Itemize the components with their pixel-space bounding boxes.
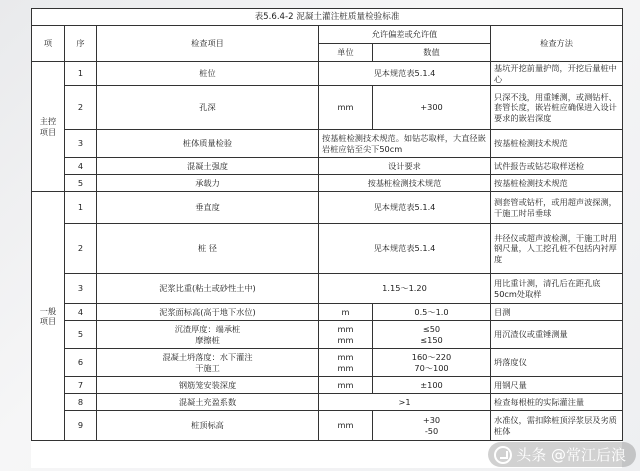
row-seq: 4	[65, 304, 97, 321]
row-unit: mm	[319, 86, 373, 130]
row-item: 桩顶标高	[97, 411, 319, 441]
row-seq: 5	[65, 321, 97, 349]
row-method: 试件报告或钻芯取样送检	[491, 158, 623, 175]
header-seq: 序	[65, 26, 97, 62]
row-value: ±100	[373, 377, 491, 394]
header-allowance: 允许偏差或允许值	[319, 26, 491, 44]
header-method: 检查方法	[491, 26, 623, 62]
row-seq: 2	[65, 86, 97, 130]
header-unit: 单位	[319, 44, 373, 62]
row-seq: 2	[65, 224, 97, 274]
row-value: 1.15～1.20	[319, 274, 491, 304]
row-method: 只深不浅，用重锤测，或测钻杆、套管长度，嵌岩桩应确保进入设计要求的嵌岩深度	[491, 86, 623, 130]
row-unit: mm	[319, 411, 373, 441]
row-value: 0.5～1.0	[373, 304, 491, 321]
row-unit: mm mm	[319, 321, 373, 349]
row-value: ≤50 ≤150	[373, 321, 491, 349]
row-method: 目测	[491, 304, 623, 321]
row-seq: 5	[65, 175, 97, 192]
row-item: 沉渣厚度：端承桩 摩擦桩	[97, 321, 319, 349]
row-item: 垂直度	[97, 192, 319, 224]
row-item: 桩位	[97, 62, 319, 86]
row-item: 孔深	[97, 86, 319, 130]
row-item: 混凝土充盈系数	[97, 394, 319, 411]
row-value: 按基桩检测技术规范	[319, 175, 491, 192]
row-item: 桩体质量检验	[97, 130, 319, 158]
row-value: 见本规范表5.1.4	[319, 224, 491, 274]
row-seq: 4	[65, 158, 97, 175]
row-seq: 9	[65, 411, 97, 441]
row-unit: mm	[319, 377, 373, 394]
row-method: 用比重计测，清孔后在距孔底50cm处取样	[491, 274, 623, 304]
row-method: 用沉渣仪或重锤测量	[491, 321, 623, 349]
header-check-item: 检查项目	[97, 26, 319, 62]
row-item: 泥浆面标高(高于地下水位)	[97, 304, 319, 321]
header-value: 数值	[373, 44, 491, 62]
row-seq: 3	[65, 274, 97, 304]
row-item: 桩 径	[97, 224, 319, 274]
row-value: 见本规范表5.1.4	[319, 192, 491, 224]
row-unit: mm mm	[319, 349, 373, 377]
watermark-text: 头条 @常江后浪	[516, 446, 626, 464]
row-seq: 8	[65, 394, 97, 411]
row-value: +300	[373, 86, 491, 130]
row-seq: 3	[65, 130, 97, 158]
row-seq: 6	[65, 349, 97, 377]
row-value: +30 -50	[373, 411, 491, 441]
row-method: 按基桩检测技术规范	[491, 175, 623, 192]
watermark-logo-icon	[494, 446, 512, 464]
header-item: 项	[32, 26, 65, 62]
row-method: 井径仪或超声波检测，干施工时用钢尺量，人工挖孔桩不包括内衬厚度	[491, 224, 623, 274]
row-item: 承载力	[97, 175, 319, 192]
row-value: 设计要求	[319, 158, 491, 175]
row-method: 检查每根桩的实际灌注量	[491, 394, 623, 411]
row-method: 坍落度仪	[491, 349, 623, 377]
table-title: 表5.6.4-2 泥凝土灌注桩质量检验标准	[32, 9, 623, 26]
row-item: 钢筋笼安装深度	[97, 377, 319, 394]
row-method: 按基桩检测技术规范	[491, 130, 623, 158]
row-item: 混凝土强度	[97, 158, 319, 175]
row-item: 泥浆比重(粘土或砂性土中)	[97, 274, 319, 304]
row-method: 水准仪，需扣除桩顶浮浆层及劣质桩体	[491, 411, 623, 441]
group-general: 一般 项目	[32, 192, 65, 441]
row-value: 按基桩检测技术规范。如钻芯取样，大直径嵌岩桩应钻至尖下50cm	[319, 130, 491, 158]
row-value: 见本规范表5.1.4	[319, 62, 491, 86]
standard-table-sheet	[31, 8, 622, 468]
row-seq: 1	[65, 62, 97, 86]
row-seq: 1	[65, 192, 97, 224]
row-method: 基坑开挖前量护筒，开挖后量桩中心	[491, 62, 623, 86]
row-seq: 7	[65, 377, 97, 394]
row-value: >1	[319, 394, 491, 411]
row-item: 混凝土坍落度：水下灌注 干施工	[97, 349, 319, 377]
watermark-badge	[488, 442, 636, 467]
group-main: 主控 项目	[32, 62, 65, 192]
row-method: 用钢尺量	[491, 377, 623, 394]
quality-standard-table	[31, 8, 623, 441]
row-method: 测套管或钻杆，或用超声波探测，干施工时吊垂球	[491, 192, 623, 224]
row-value: 160～220 70～100	[373, 349, 491, 377]
row-unit: m	[319, 304, 373, 321]
